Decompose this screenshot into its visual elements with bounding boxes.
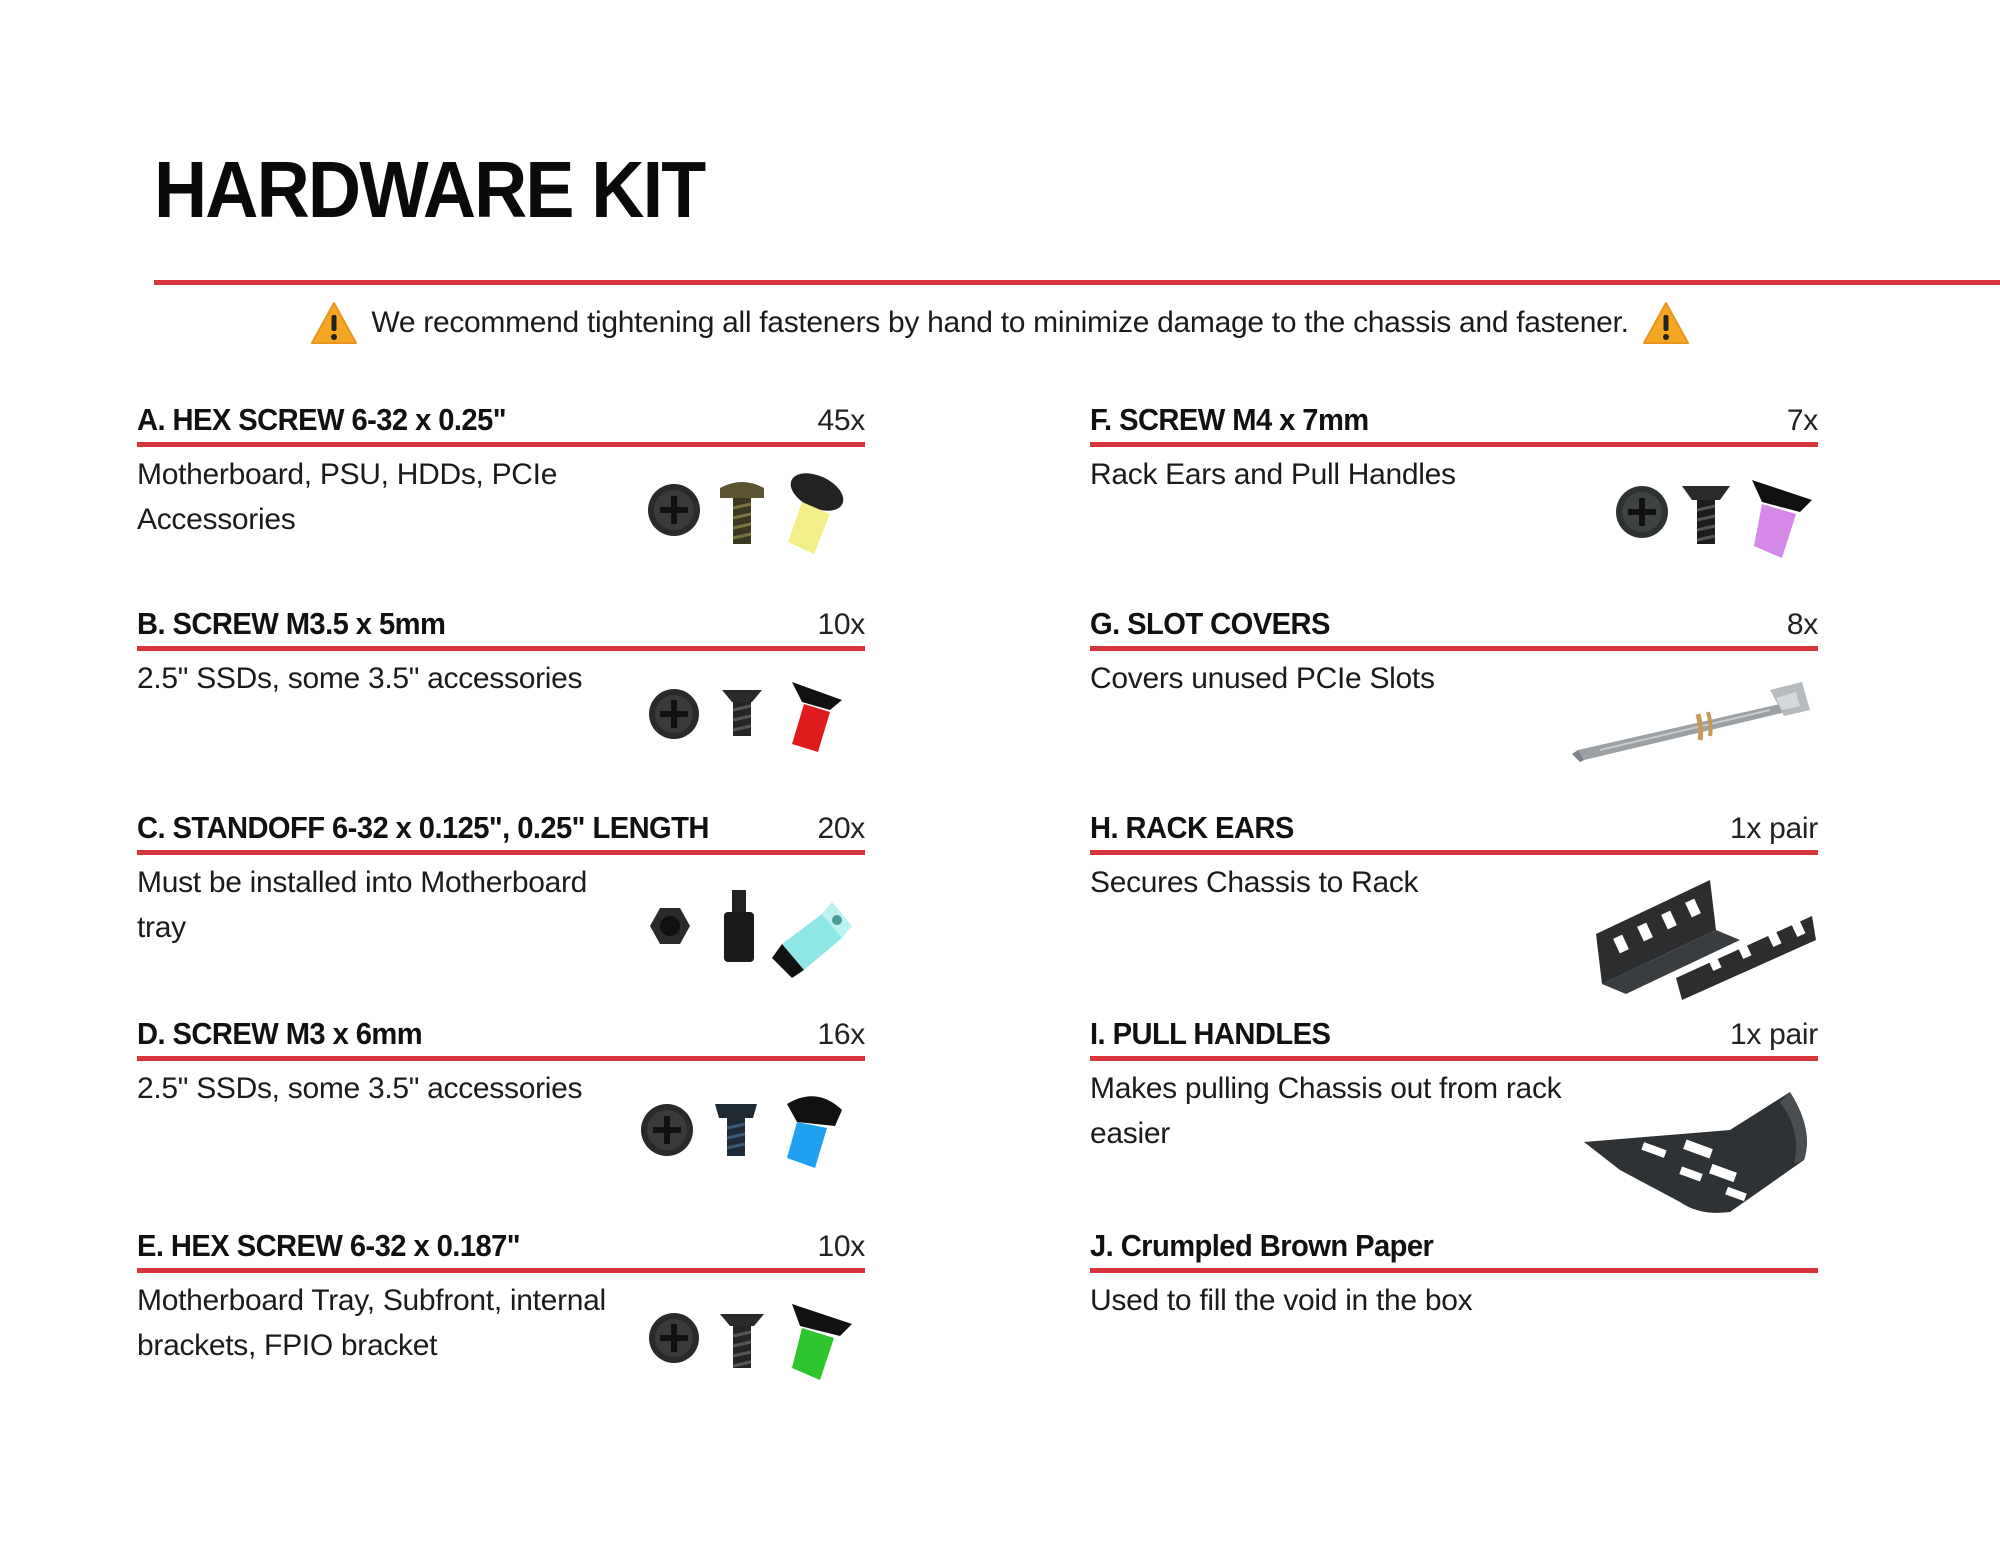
item-divider [1090, 442, 1818, 447]
item-divider [137, 646, 865, 651]
hardware-item-c [137, 804, 865, 994]
screw-red-icon [642, 660, 862, 770]
item-description: Rack Ears and Pull Handles [1090, 458, 1456, 491]
item-divider [1090, 1268, 1818, 1273]
title-divider [154, 280, 2000, 285]
item-name: A. HEX SCREW 6-32 x 0.25" [137, 402, 506, 437]
hex-screw-yellow-icon [642, 458, 862, 568]
item-quantity: 1x pair [1730, 1018, 1818, 1051]
pull-handle-icon [1580, 1090, 1820, 1220]
item-name: C. STANDOFF 6-32 x 0.125", 0.25" LENGTH [137, 810, 709, 845]
item-description: Used to fill the void in the box [1090, 1284, 1473, 1317]
warning-icon [311, 301, 357, 345]
item-quantity: 20x [817, 812, 865, 845]
item-name: B. SCREW M3.5 x 5mm [137, 606, 446, 641]
item-description: Motherboard Tray, Subfront, internal brackets, FPIO bracket [137, 1284, 606, 1362]
hardware-item-i [1090, 1010, 1818, 1200]
item-divider [1090, 646, 1818, 651]
item-name: D. SCREW M3 x 6mm [137, 1016, 423, 1051]
hardware-item-e [137, 1222, 865, 1412]
item-quantity: 1x pair [1730, 812, 1818, 845]
rack-ear-icon [1590, 874, 1820, 1004]
item-divider [137, 850, 865, 855]
item-description: Must be installed into Motherboard tray [137, 866, 588, 944]
hardware-item-d [137, 1010, 865, 1200]
item-description: 2.5" SSDs, some 3.5" accessories [137, 1072, 583, 1105]
warning-text: We recommend tightening all fasteners by hand to minimize damage to the chassis and fastener. [371, 306, 1629, 339]
item-description: Secures Chassis to Rack [1090, 866, 1419, 899]
item-quantity: 8x [1786, 608, 1818, 641]
hardware-item-a [137, 396, 865, 586]
hardware-item-h [1090, 804, 1818, 994]
item-name: F. SCREW M4 x 7mm [1090, 402, 1369, 437]
item-description: Covers unused PCIe Slots [1090, 662, 1435, 695]
item-quantity: 45x [817, 404, 865, 437]
item-description: Motherboard, PSU, HDDs, PCIe Accessories [137, 458, 558, 536]
warning-notice [0, 300, 2000, 346]
warning-icon [1643, 301, 1689, 345]
item-divider [1090, 850, 1818, 855]
item-divider [1090, 1056, 1818, 1061]
item-divider [137, 1056, 865, 1061]
hardware-item-f [1090, 396, 1818, 586]
item-quantity: 10x [817, 608, 865, 641]
slot-cover-icon [1570, 670, 1820, 770]
screw-blue-icon [637, 1076, 862, 1186]
hardware-item-j [1090, 1222, 1818, 1412]
item-name: E. HEX SCREW 6-32 x 0.187" [137, 1228, 521, 1263]
item-name: H. RACK EARS [1090, 810, 1294, 845]
hardware-item-b [137, 600, 865, 790]
item-divider [137, 442, 865, 447]
screw-purple-icon [1612, 458, 1822, 570]
item-quantity: 10x [817, 1230, 865, 1263]
item-quantity: 7x [1786, 404, 1818, 437]
item-name: G. SLOT COVERS [1090, 606, 1330, 641]
hardware-item-g [1090, 600, 1818, 790]
standoff-cyan-icon [632, 874, 862, 994]
item-description: Makes pulling Chassis out from rack easier [1090, 1072, 1562, 1150]
page-title: HARDWARE KIT [154, 145, 705, 234]
item-divider [137, 1268, 865, 1273]
item-quantity: 16x [817, 1018, 865, 1051]
item-name: I. PULL HANDLES [1090, 1016, 1331, 1051]
hex-screw-green-icon [642, 1284, 867, 1394]
item-name: J. Crumpled Brown Paper [1090, 1228, 1434, 1263]
item-description: 2.5" SSDs, some 3.5" accessories [137, 662, 583, 695]
